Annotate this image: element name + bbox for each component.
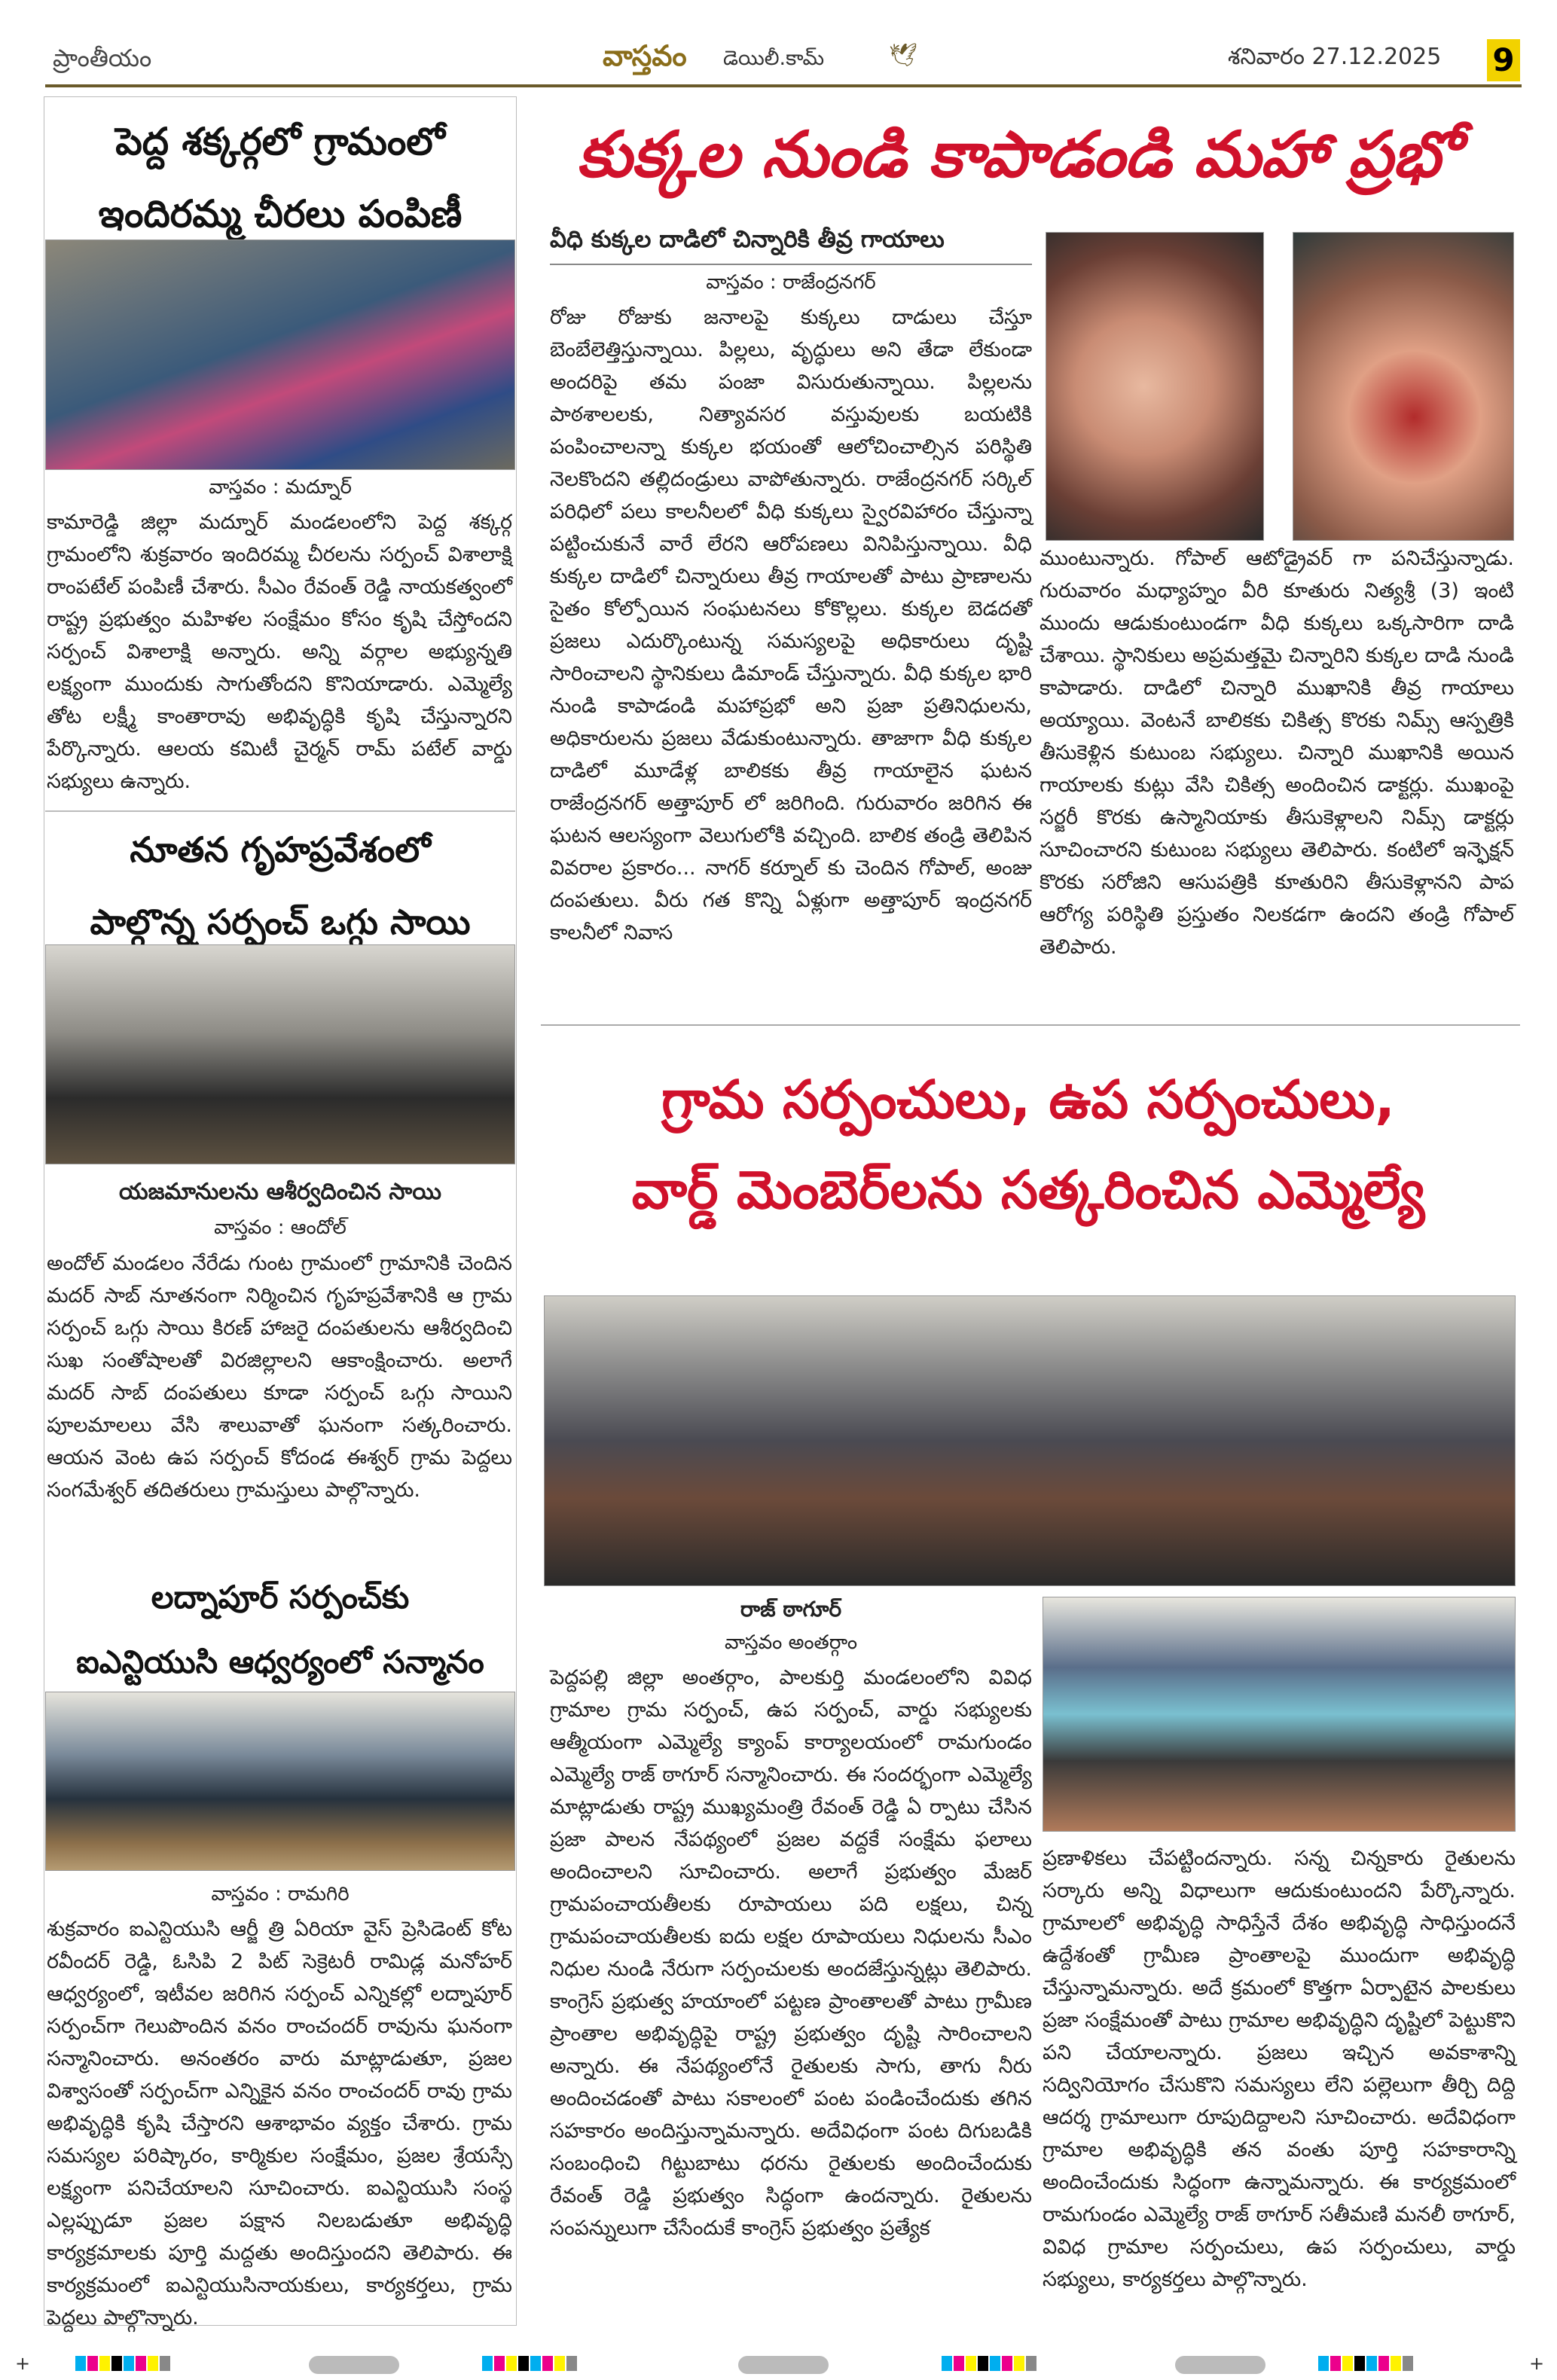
mla-story-headline [527, 1054, 1529, 1235]
article1-headline-line2: ఇందిరమ్మ చీరలు పంపిణీ [98, 192, 463, 236]
divider [45, 810, 515, 812]
mla-photo-caption: రాజ్ ఠాగూర్ [740, 1597, 842, 1622]
mla-story-dateline: వాస్తవం అంతర్గాం [724, 1631, 858, 1654]
section-label: ప్రాంతీయం [53, 44, 152, 72]
bird-icon: 🕊 [889, 42, 918, 69]
article2-headline [45, 813, 515, 958]
article1-body: కామారెడ్డి జిల్లా మద్నూర్ మండలంలోని పెద్ద శక్కర్గ గ్రామంలోని శుక్రవారం ఇందిరమ్మ చీరలను సర్పంచ్ విశాలాక్షి రాంపటేల్ పంపిణీ చేశారు. సీఎం రేవంత్ రెడ్డి నాయకత్వంలో రాష్ట్ర ప్రభుత్వం మహిళల సంక్షేమం కోసం కృషి చేస్తోందని సర్పంచ్ విశాలాక్షి అన్నారు. అన్ని వర్గాల అభ్యున్నతి లక్ష్యంగా ముందుకు సాగుతోందని కొనియాడారు. ఎమ్మెల్యే తోట లక్ష్మీ కాంతారావు అభివృద్ధికి కృషి చేస్తున్నారని పేర్కొన్నారు. ఆలయ కమిటీ చైర్మన్ రామ్ పటేల్ వార్డు సభ్యులు ఉన్నారు. [47, 511, 512, 793]
mla-story-headline-line2: వార్డ్ మెంబెర్‌లను సత్కరించిన ఎమ్మెల్యే [631, 1159, 1425, 1221]
article3-headline-line2: ఐఎన్టియుసి ఆధ్వర్యంలో సన్మానం [76, 1643, 484, 1680]
article3-dateline: వాస్తవం : రామగిరి [211, 1883, 350, 1906]
article2-caption: యజమానులను ఆశీర్వదించిన సాయి [119, 1179, 441, 1205]
mla-story-body-right: ప్రణాళికలు చేపట్టిందన్నారు. సన్న చిన్నకారు రైతులను సర్కారు అన్ని విధాలుగా ఆదుకుంటుందని పేర్కొన్నారు. గ్రామాలలో అభివృద్ధి సాధిస్తేనే దేశం అభివృద్ధి సాధిస్తుందనే ఉద్దేశంతో గ్రామీణ ప్రాంతాలపై ముందుగా అభివృద్ధి చేస్తున్నామన్నారు. అదే క్రమంలో కొత్తగా ఏర్పాటైన పాలకులు ప్రజా సంక్షేమంతో పాటు గ్రామాల అభివృద్ధిని దృష్టిలో పెట్టుకొని పని చేయాలన్నారు. ప్రజలు ఇచ్చిన అవకాశాన్ని సద్వినియోగం చేసుకొని సమస్యలు లేని పల్లెలుగా తీర్చి దిద్ది ఆదర్శ గ్రామాలుగా రూపుదిద్దాలని సూచించారు. అదేవిధంగా గ్రామాల అభివృద్ధికి తన వంతు పూర్తి సహకారాన్ని అందించేందుకు సిద్ధంగా ఉన్నామన్నారు. ఈ కార్యక్రమంలో రామగుండం ఎమ్మెల్యే రాజ్ ఠాగూర్ సతీమణి మనలీ ఠాగూర్, వివిధ గ్రామాల సర్పంచులు, ఉప సర్పంచులు, వార్డు సభ్యులు, కార్యకర్తలు పాల్గొన్నారు. [1043, 1847, 1516, 2291]
article3-headline [45, 1565, 515, 1695]
masthead [23, 39, 1522, 83]
saree-distribution-photo [45, 240, 515, 470]
article3-body: శుక్రవారం ఐఎన్టియుసి ఆర్జీ త్రి ఏరియా వైస్ ప్రెసిడెంట్ కోట రవీందర్ రెడ్డి, ఓసిపి 2 పిట్ సెక్రెటరీ రామిడ్ల మనోహర్ ఆధ్వర్యంలో, ఇటీవల జరిగిన సర్పంచ్ ఎన్నికల్లో లద్నాపూర్ సర్పంచ్‌గా గెలుపొందిన వనం రాంచందర్ రావును ఘనంగా సన్మానించారు. అనంతరం వారు మాట్లాడుతూ, ప్రజల విశ్వాసంతో సర్పంచ్‌గా ఎన్నికైన వనం రాంచందర్ రావు గ్రామ అభివృద్ధికి కృషి చేస్తారని ఆశాభావం వ్యక్తం చేశారు. గ్రామ సమస్యల పరిష్కారం, కార్మికుల సంక్షేమం, ప్రజల శ్రేయస్సే లక్ష్యంగా పనిచేయాలని సూచించారు. ఐఎన్టియుసి సంస్థ ఎల్లప్పుడూ ప్రజల పక్షాన నిలబడుతూ అభివృద్ధి కార్యక్రమాలకు పూర్తి మద్దతు అందిస్తుందని తెలిపారు. ఈ కార్యక్రమంలో ఐఎన్టియుసినాయకులు, కార్యకర్తలు, గ్రామ పెద్దలు పాల్గొన్నారు. [47, 1918, 512, 2330]
print-registration-marks [0, 2348, 1557, 2378]
mla-addressing-crowd-photo [544, 1295, 1516, 1586]
registration-cross-icon: + [15, 2353, 31, 2374]
dog-story-dateline: వాస్తవం : రాజేంద్రనగర్ [706, 271, 876, 294]
dog-story-headline: కుక్కల నుండి కాపాడండి మహా ప్రభో [576, 117, 1458, 191]
article2-body: అందోల్ మండలం నేరేడు గుంట గ్రామంలో గ్రామానికి చెందిన మదర్ సాబ్ నూతనంగా నిర్మించిన గృహప్రవేశానికి ఆ గ్రామ సర్పంచ్ ఒగ్గు సాయి కిరణ్ హాజరై దంపతులను ఆశీర్వదించి సుఖ సంతోషాలతో విరజిల్లాలని ఆకాంక్షించారు. అలాగే మదర్ సాబ్ దంపతులు కూడా సర్పంచ్ ఒగ్గు సాయిని పూలమాలలు వేసి శాలువాతో ఘనంగా సత్కరించారు. ఆయన వెంట ఉప సర్పంచ్ కోదండ ఈశ్వర్ గ్రామ పెద్దలు సంగమేశ్వర్ తదితరులు గ్రామస్తులు పాల్గొన్నారు. [47, 1252, 512, 1502]
article1-headline-line1: పెద్ద శక్కర్గలో గ్రామంలో [115, 120, 445, 163]
house-warming-photo [45, 944, 515, 1164]
section-divider [541, 1024, 1520, 1026]
article1-headline [45, 105, 515, 250]
paper-website: డెయిలీ.కామ్ [723, 47, 825, 70]
article2-headline-line2: పాల్గొన్న సర్పంచ్ ఒగ్గు సాయి [90, 902, 471, 942]
intuc-felicitation-photo [45, 1692, 515, 1871]
article3-headline-line1: లద్నాపూర్ సర్పంచ్‌కు [151, 1579, 410, 1616]
dog-story-body-right: ముంటున్నారు. గోపాల్ ఆటోడ్రైవర్ గా పనిచేస్తున్నాడు. గురువారం మధ్యాహ్నం వీరి కూతురు నిత్యశ్రీ (3) ఇంటి ముందు ఆడుకుంటుండగా వీధి కుక్కలు ఒక్కసారిగా దాడి చేశాయి. స్థానికులు అప్రమత్తమై చిన్నారిని కుక్కల దాడి నుండి కాపాడారు. దాడిలో చిన్నారి ముఖానికి తీవ్ర గాయాలు అయ్యాయి. వెంటనే బాలికకు చికిత్స కొరకు నిమ్స్ ఆస్పత్రికి తీసుకెళ్లిన కుటుంబ సభ్యులు. చిన్నారి ముఖానికి అయిన గాయాలకు కుట్లు వేసి చికిత్స అందించిన డాక్టర్లు. ముఖంపై సర్జరీ కొరకు ఉస్మానియాకు తీసుకెళ్లాలని నిమ్స్ డాక్టర్లు సూచించారని కుటుంబ సభ్యులు తెలిపారు. కంటిలో ఇన్ఫెక్షన్ కొరకు సరోజిని ఆసుపత్రికి కూతురిని తీసుకెళ్లానని పాప ఆరోగ్య పరిస్థితి ప్రస్తుతం నిలకడగా ఉందని తండ్రి గోపాల్ తెలిపారు. [1040, 547, 1514, 959]
mla-felicitation-photo [1043, 1597, 1516, 1832]
dog-story-subheading: వీధి కుక్కల దాడిలో చిన్నారికి తీవ్ర గాయాలు [550, 226, 945, 253]
article2-headline-line1: నూతన గృహప్రవేశంలో [130, 829, 431, 870]
masthead-rule [45, 84, 1522, 87]
page-number: 9 [1487, 39, 1520, 81]
paper-name: వాస్తవం [603, 39, 687, 72]
registration-cross-icon: + [1529, 2353, 1545, 2374]
dog-story-rule [550, 264, 1032, 265]
issue-date: శనివారం 27.12.2025 [1228, 44, 1442, 70]
dog-story-body-left: రోజు రోజుకు జనాలపై కుక్కలు దాడులు చేస్తూ బెంబేలెత్తిస్తున్నాయి. పిల్లలు, వృద్ధులు అని తేడా లేకుండా అందరిపై తమ పంజా విసురుతున్నాయి. పిల్లలను పాఠశాలలకు, నిత్యావసర వస్తువులకు బయటికి పంపించాలన్నా కుక్కల భయంతో ఆలోచించాల్సిన పరిస్థితి నెలకొందని తల్లిదండ్రులు వాపోతున్నారు. రాజేంద్రనగర్ సర్కిల్ పరిధిలో పలు కాలనీలలో వీధి కుక్కలు స్వైరవిహారం చేస్తున్నా పట్టించుకునే వారే లేరని ఆరోపణలు వినిపిస్తున్నాయి. వీధి కుక్కల దాడిలో చిన్నారులు తీవ్ర గాయాలతో పాటు ప్రాణాలను సైతం కోల్పోయిన సంఘటనలు కోకొల్లలు. కుక్కల బెడదతో ప్రజలు ఎదుర్కొంటున్న సమస్యలపై అధికారులు దృష్టి సారించాలని స్థానికులు డిమాండ్ చేస్తున్నారు. వీధి కుక్కల భారి నుండి కాపాడండి మహాప్రభో అని ప్రజా ప్రతినిధులను, అధికారులను ప్రజలు వేడుకుంటున్నారు. తాజాగా వీధి కుక్కల దాడిలో మూడేళ్ల బాలికకు తీవ్ర గాయాలైన ఘటన రాజేంద్రనగర్ అత్తాపూర్ లో జరిగింది. గురువారం జరిగిన ఈ ఘటన ఆలస్యంగా వెలుగులోకి వచ్చింది. బాలిక తండ్రి తెలిపిన వివరాల ప్రకారం... నాగర్ కర్నూల్ కు చెందిన గోపాల్, అంజు దంపతులు. వీరు గత కొన్ని ఏళ్లుగా అత్తాపూర్ ఇంద్రనగర్ కాలనీలో నివాస [550, 306, 1032, 944]
mla-story-body-left: పెద్దపల్లి జిల్లా అంతర్గాం, పాలకుర్తి మండలంలోని వివిధ గ్రామాల గ్రామ సర్పంచ్, ఉప సర్పంచ్, వార్డు సభ్యులకు ఆత్మీయంగా ఎమ్మెల్యే క్యాంప్ కార్యాలయంలో రామగుండం ఎమ్మెల్యే రాజ్ ఠాగూర్ సన్మానించారు. ఈ సందర్భంగా ఎమ్మెల్యే మాట్లాడుతు రాష్ట్ర ముఖ్యమంత్రి రేవంత్ రెడ్డి ఏ ర్పాటు చేసిన ప్రజా పాలన నేపథ్యంలో ప్రజల వద్దకే సంక్షేమ ఫలాలు అందించాలని సూచించారు. అలాగే ప్రభుత్వం మేజర్ గ్రామపంచాయతీలకు రూపాయలు పది లక్షలు, చిన్న గ్రామపంచాయతీలకు ఐదు లక్షల రూపాయలు నిధులను సీఎం నిధుల నుండి నేరుగా సర్పంచులకు అందజేస్తున్నట్లు తెలిపారు. కాంగ్రెస్ ప్రభుత్వ హయాంలో పట్టణ ప్రాంతాలతో పాటు గ్రామీణ ప్రాంతాల అభివృద్ధిపై రాష్ట్ర ప్రభుత్వం దృష్టి సారించాలని అన్నారు. ఈ నేపథ్యంలోనే రైతులకు సాగు, తాగు నీరు అందించడంతో పాటు సకాలంలో పంట పండించేందుకు తగిన సహకారం అందిస్తున్నామన్నారు. అదేవిధంగా పంట దిగుబడికి సంబంధించి గిట్టుబాటు ధరను రైతులకు అందించేందుకు రేవంత్ రెడ్డి ప్రభుత్వం సిద్ధంగా ఉందన్నారు. రైతులను సంపన్నులుగా చేసేందుకే కాంగ్రెస్ ప్రభుత్వం ప్రత్యేక [550, 1666, 1032, 2240]
article2-dateline: వాస్తవం : ఆందోల్ [214, 1216, 347, 1239]
mla-story-headline-line1: గ్రామ సర్పంచులు, ఉప సర్పంచులు, [661, 1069, 1395, 1130]
injured-child-photo-1 [1046, 232, 1264, 541]
injured-child-photo-2 [1293, 232, 1514, 541]
article1-dateline: వాస్తవం : మద్నూర్ [209, 476, 352, 499]
